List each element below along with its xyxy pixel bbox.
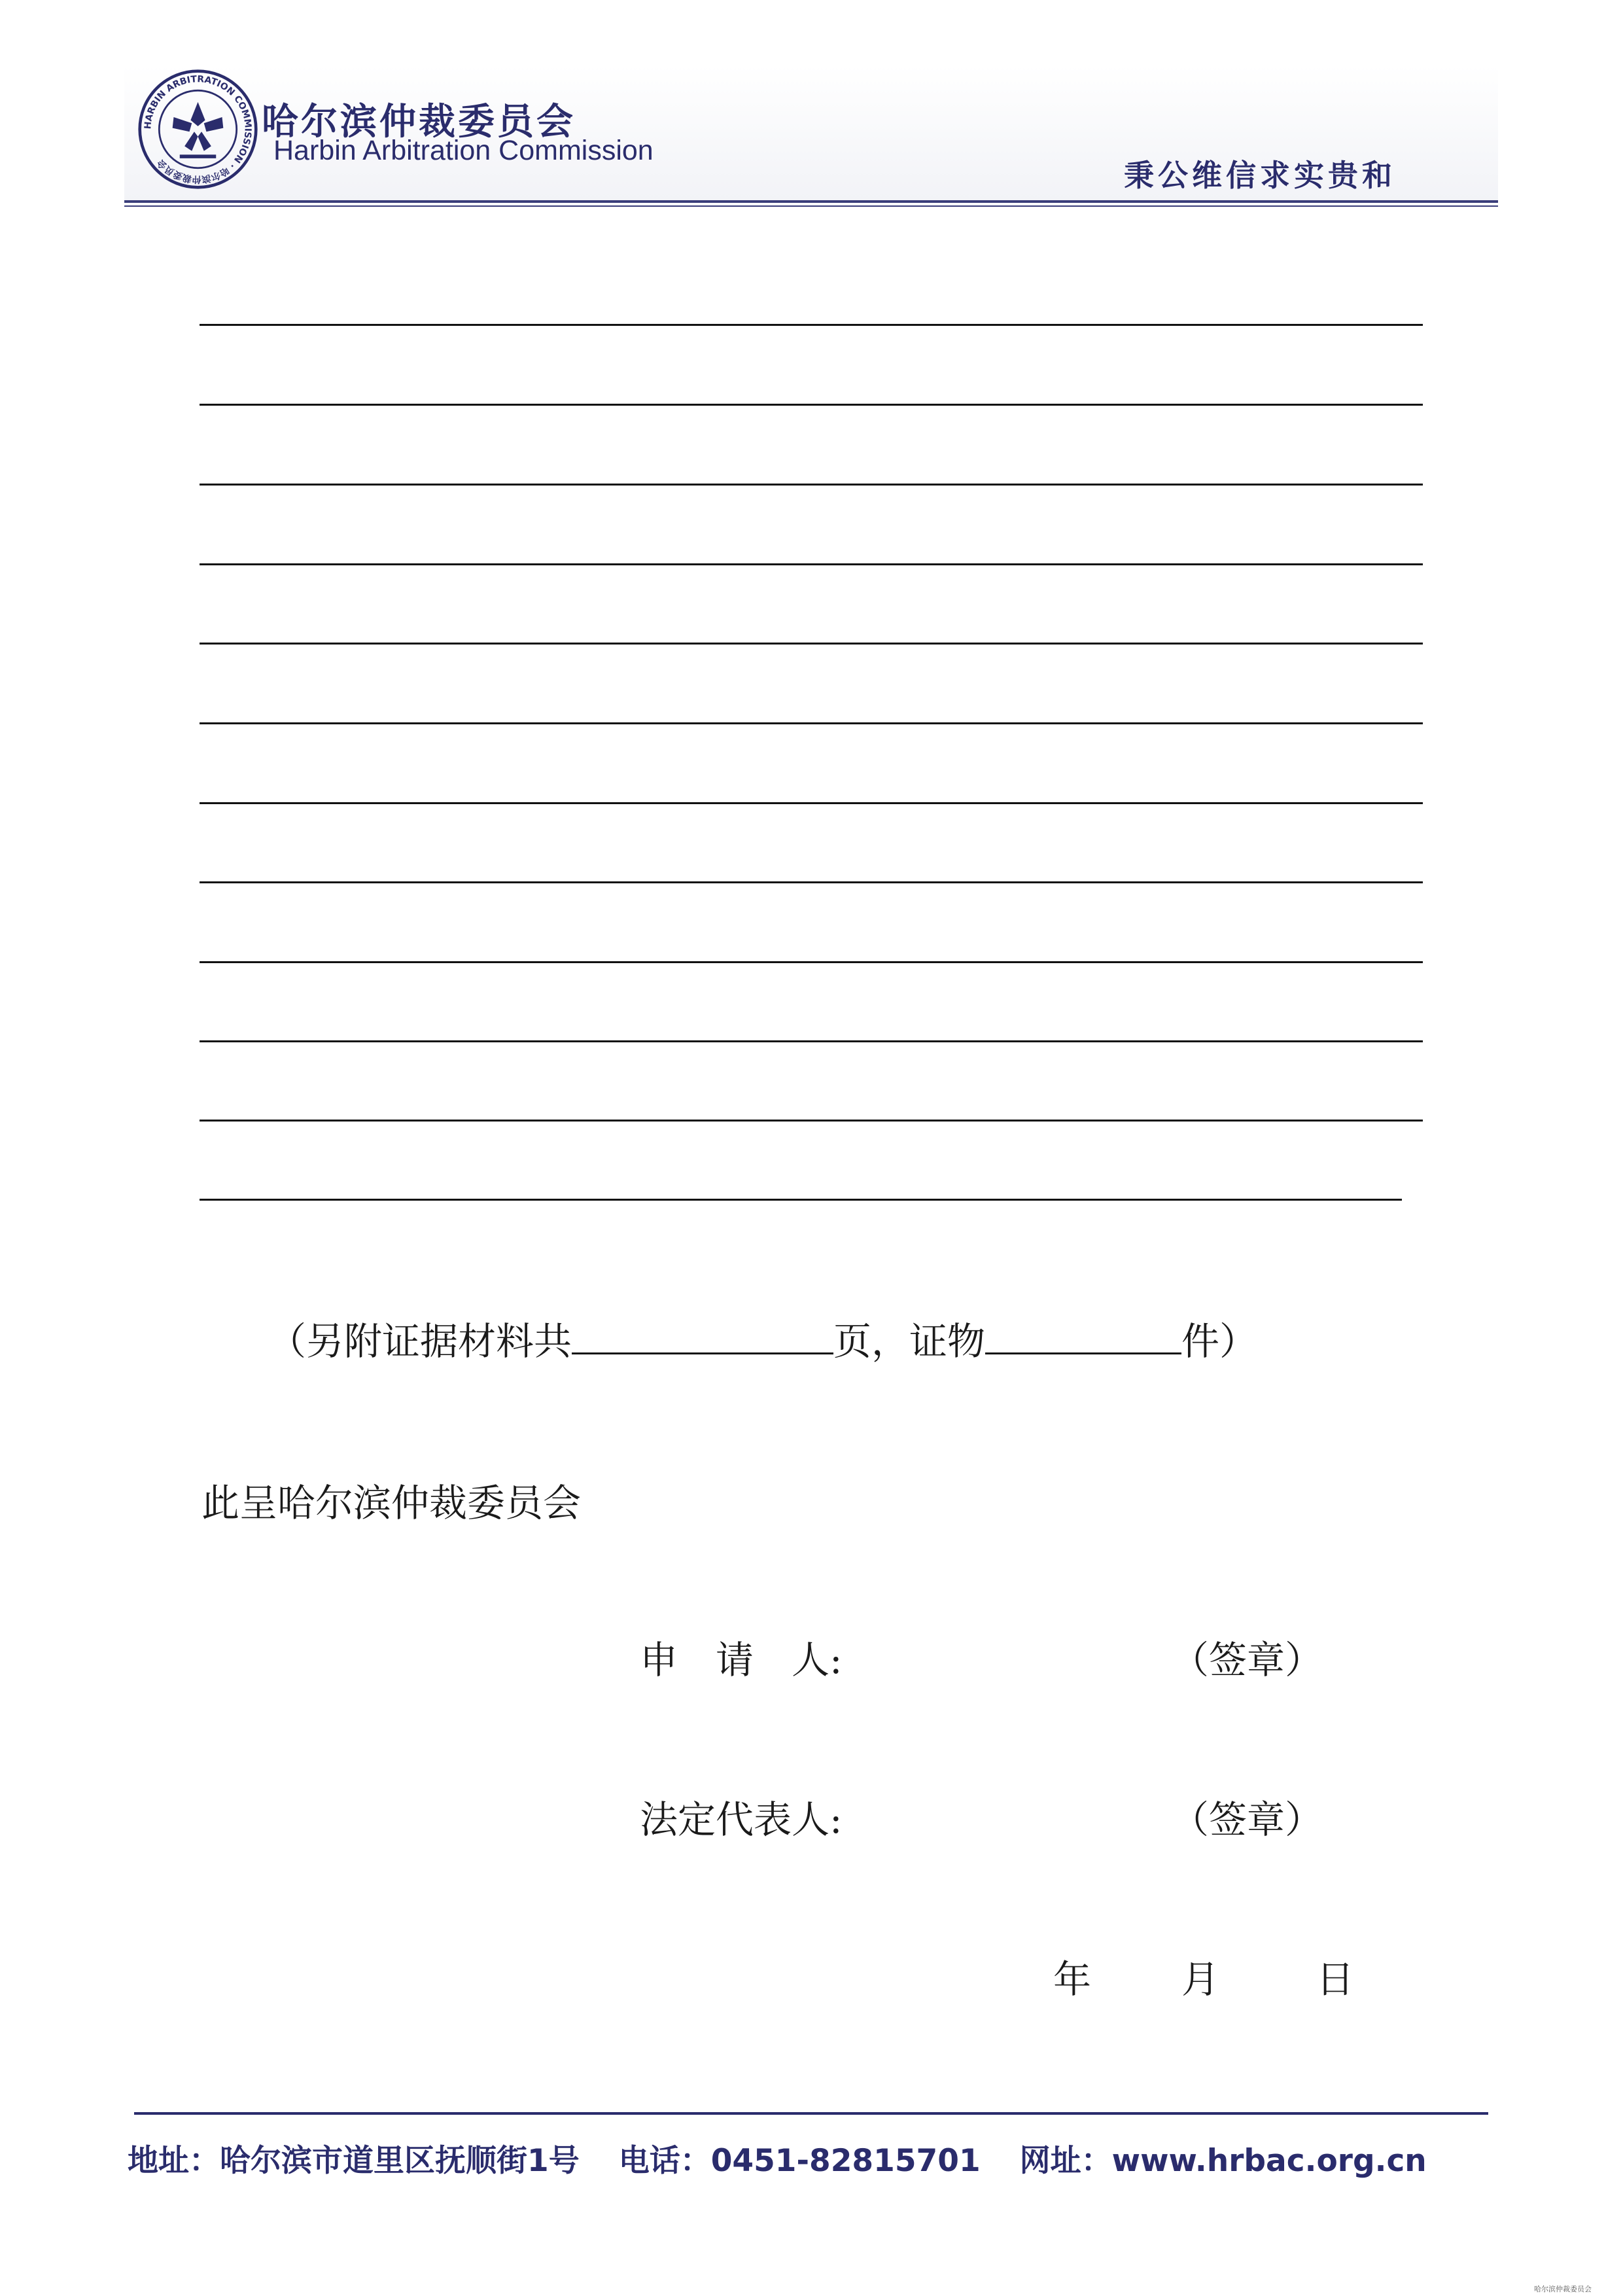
org-name-en: Harbin Arbitration Commission xyxy=(273,135,654,166)
evidence-pages-blank[interactable] xyxy=(572,1313,833,1354)
date-month: 月 xyxy=(1181,1957,1220,2002)
header-rule xyxy=(124,200,1498,203)
header-rule-thin xyxy=(124,205,1498,207)
footer-address: 地址：哈尔滨市道里区抚顺街1号 xyxy=(128,2143,580,2179)
writing-line[interactable] xyxy=(200,1120,1423,1122)
attachment-suffix: 件） xyxy=(1181,1319,1258,1364)
writing-line[interactable] xyxy=(200,961,1423,963)
writing-line[interactable] xyxy=(200,563,1423,565)
writing-line[interactable] xyxy=(200,722,1423,724)
footer-rule xyxy=(134,2112,1488,2115)
writing-line[interactable] xyxy=(200,802,1423,804)
attachment-middle: 页，证物 xyxy=(833,1319,986,1364)
writing-line[interactable] xyxy=(200,404,1423,406)
footer-website[interactable]: 网址：www.hrbac.org.cn xyxy=(1019,2143,1427,2179)
writing-line[interactable] xyxy=(200,484,1423,486)
legal-rep-label: 法定代表人: xyxy=(640,1797,843,1842)
writing-line[interactable] xyxy=(200,1199,1402,1201)
writing-line[interactable] xyxy=(200,1040,1423,1042)
footer-tiny-mark: 哈尔滨仲裁委员会 xyxy=(1534,2285,1592,2293)
footer-contact xyxy=(128,2136,1427,2180)
submitted-to: 此呈哈尔滨仲裁委员会 xyxy=(201,1481,582,1525)
exhibit-count-blank[interactable] xyxy=(985,1313,1181,1354)
applicant-label: 申 请 人: xyxy=(640,1638,843,1682)
footer-phone: 电话：0451-82815701 xyxy=(618,2143,981,2179)
applicant-seal: （签章） xyxy=(1171,1638,1323,1682)
attachment-prefix: （另附证据材料共 xyxy=(268,1319,572,1364)
date-year: 年 xyxy=(1053,1957,1092,2002)
writing-line[interactable] xyxy=(200,324,1423,326)
commission-seal-logo xyxy=(137,69,258,190)
date-day: 日 xyxy=(1316,1957,1355,2002)
legal-rep-seal: （签章） xyxy=(1171,1797,1323,1842)
writing-line[interactable] xyxy=(200,643,1423,645)
motto: 秉公维信求实贵和 xyxy=(1124,158,1396,193)
svg-text:HARBIN ARBITRATION COMMISSION: HARBIN ARBITRATION COMMISSION · 哈尔滨仲裁委员会 xyxy=(143,74,253,185)
org-name-cn: 哈尔滨仲裁委员会 xyxy=(262,101,576,143)
attachment-statement xyxy=(268,1311,1257,1366)
writing-line[interactable] xyxy=(200,881,1423,883)
